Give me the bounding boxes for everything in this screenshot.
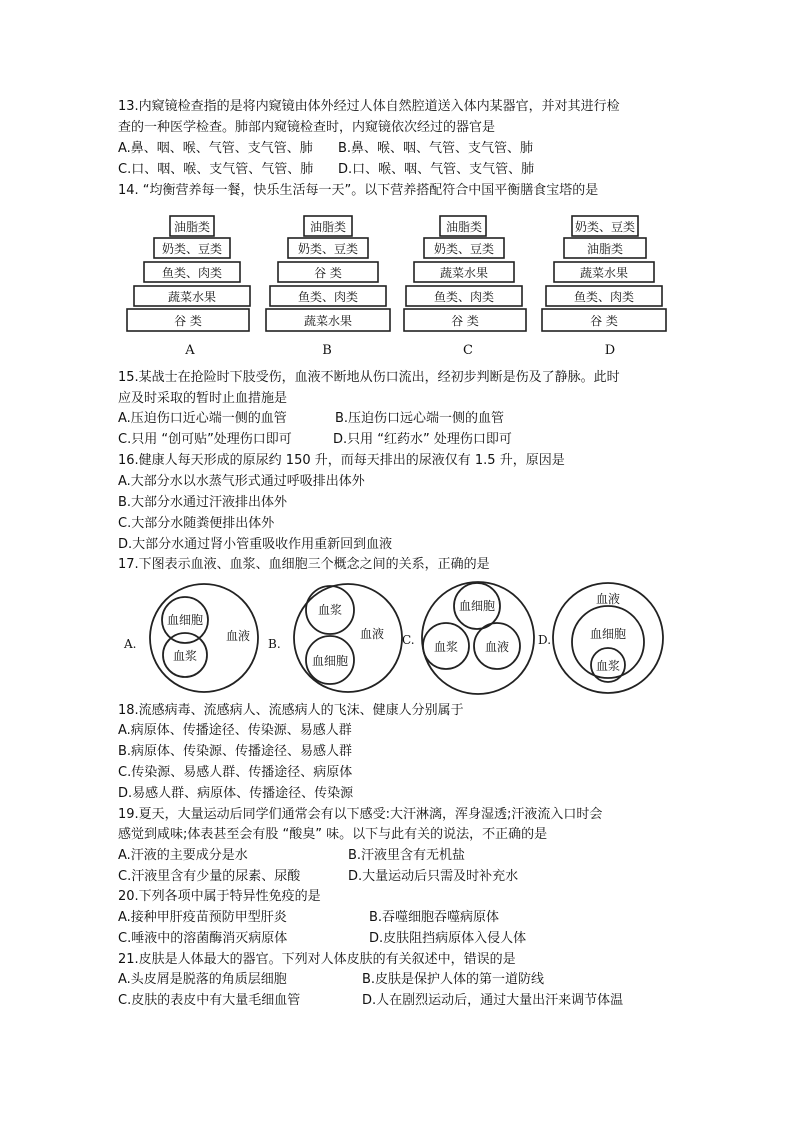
q14-a-layer-4: 蔬菜水果	[167, 290, 217, 304]
q14-b-layer-1: 油脂类	[309, 220, 347, 234]
q16-option-b: B.大部分水通过汗液排出体外	[118, 495, 288, 510]
q19-option-c: C.汗液里含有少量的尿素、尿酸	[118, 869, 301, 884]
q17-stem: 17.下图表示血液、血浆、血细胞三个概念之间的关系，正确的是	[118, 557, 490, 572]
q15-option-b: B.压迫伤口远心端一侧的血管	[335, 411, 505, 426]
q21-option-a: A.头皮屑是脱落的角质层细胞	[118, 972, 287, 987]
q17-label-d: D.	[538, 633, 552, 647]
q17-d-outer: 血液	[595, 592, 621, 606]
q17-b-outer: 血液	[359, 627, 385, 641]
q19-option-a: A.汗液的主要成分是水	[118, 848, 248, 863]
q14-a-layer-3: 鱼类、肉类	[161, 266, 223, 280]
q16-stem: 16.健康人每天形成的原尿约 150 升，而每天排出的尿液仅有 1.5 升，原因是	[118, 453, 565, 468]
q14-b-layer-5: 蔬菜水果	[303, 314, 353, 328]
q13-option-d: D.口、喉、咽、气管、支气管、肺	[338, 162, 535, 177]
q15-option-d: D.只用 “红药水” 处理伤口即可	[333, 432, 512, 447]
q17-a-inner-1: 血细胞	[166, 613, 204, 627]
q18-stem: 18.流感病毒、流感病人、流感病人的飞沫、健康人分别属于	[118, 703, 464, 718]
q17-d-middle: 血细胞	[589, 627, 627, 641]
q17-circles-figure	[118, 580, 678, 698]
q15-option-c: C.只用 “创可贴”处理伤口即可	[118, 432, 292, 447]
q17-d-innermost: 血浆	[595, 659, 621, 673]
q15-option-a: A.压迫伤口近心端一侧的血管	[118, 411, 287, 426]
q14-c-layer-4: 鱼类、肉类	[433, 290, 495, 304]
q17-c-outer: 血细胞	[458, 599, 496, 613]
q18-option-a: A.病原体、传播途径、传染源、易感人群	[118, 723, 352, 738]
q13-option-b: B.鼻、喉、咽、气管、支气管、肺	[338, 141, 534, 156]
q20-option-b: B.吞噬细胞吞噬病原体	[369, 910, 500, 925]
q21-stem: 21.皮肤是人体最大的器官。下列对人体皮肤的有关叙述中，错误的是	[118, 952, 516, 967]
q13-stem-line1: 13.内窥镜检查指的是将内窥镜由体外经过人体自然腔道送入体内某器官，并对其进行检	[118, 99, 620, 114]
q14-b-layer-3: 谷 类	[314, 266, 342, 280]
q14-b-layer-4: 鱼类、肉类	[297, 290, 359, 304]
q14-a-layer-5: 谷 类	[174, 314, 202, 328]
q14-c-layer-1: 油脂类	[445, 220, 483, 234]
q18-option-d: D.易感人群、病原体、传播途径、传染源	[118, 786, 354, 801]
q16-option-c: C.大部分水随粪便排出体外	[118, 516, 275, 531]
q17-label-b: B.	[268, 637, 281, 651]
q14-label-c: C	[463, 343, 473, 358]
q19-option-d: D.大量运动后只需及时补充水	[348, 869, 519, 884]
q17-c-inner-2: 血液	[484, 640, 510, 654]
q16-option-a: A.大部分水以水蒸气形式通过呼吸排出体外	[118, 474, 365, 489]
q21-option-d: D.人在剧烈运动后，通过大量出汗来调节体温	[362, 993, 624, 1008]
q19-stem-line2: 感觉到咸味;体表甚至会有股 “酸臭” 味。以下与此有关的说法，不正确的是	[118, 827, 548, 842]
q20-option-a: A.接种甲肝疫苗预防甲型肝炎	[118, 910, 287, 925]
q17-c-inner-1: 血浆	[433, 640, 459, 654]
q20-option-d: D.皮肤阻挡病原体入侵人体	[369, 931, 527, 946]
q16-option-d: D.大部分水通过肾小管重吸收作用重新回到血液	[118, 537, 393, 552]
q14-a-layer-2: 奶类、豆类	[161, 242, 223, 256]
q15-stem-line2: 应及时采取的暂时止血措施是	[118, 391, 288, 406]
q15-stem-line1: 15.某战士在抢险时下肢受伤，血液不断地从伤口流出，经初步判断是伤及了静脉。此时	[118, 370, 620, 385]
q21-option-b: B.皮肤是保护人体的第一道防线	[362, 972, 545, 987]
q21-option-c: C.皮肤的表皮中有大量毛细血管	[118, 993, 301, 1008]
q14-d-layer-5: 谷 类	[590, 314, 618, 328]
q14-pyramids-figure	[118, 206, 678, 361]
q18-option-c: C.传染源、易感人群、传播途径、病原体	[118, 765, 353, 780]
q14-d-layer-4: 鱼类、肉类	[573, 290, 635, 304]
q20-option-c: C.唾液中的溶菌酶消灭病原体	[118, 931, 288, 946]
q14-label-d: D	[604, 343, 616, 358]
q17-b-inner-2: 血细胞	[311, 654, 349, 668]
q13-option-a: A.鼻、咽、喉、气管、支气管、肺	[118, 141, 313, 156]
q14-c-layer-5: 谷 类	[451, 314, 479, 328]
q14-label-b: B	[322, 343, 332, 358]
q18-option-b: B.病原体、传染源、传播途径、易感人群	[118, 744, 353, 759]
q17-a-inner-2: 血浆	[172, 649, 198, 663]
q19-stem-line1: 19.夏天，大量运动后同学们通常会有以下感受:大汗淋漓，浑身湿透;汗液流入口时会	[118, 807, 603, 822]
q20-stem: 20.下列各项中属于特异性免疫的是	[118, 889, 321, 904]
q14-d-layer-3: 蔬菜水果	[579, 266, 629, 280]
q14-d-layer-1: 奶类、豆类	[574, 220, 636, 234]
q14-stem: 14. “均衡营养每一餐，快乐生活每一天”。以下营养搭配符合中国平衡膳食宝塔的是	[118, 183, 599, 198]
q14-a-layer-1: 油脂类	[173, 220, 211, 234]
q13-stem-line2: 查的一种医学检查。肺部内窥镜检查时，内窥镜依次经过的器官是	[118, 120, 496, 135]
q14-c-layer-2: 奶类、豆类	[433, 242, 495, 256]
q19-option-b: B.汗液里含有无机盐	[348, 848, 466, 863]
q17-label-c: C.	[402, 633, 415, 647]
q17-label-a: A.	[124, 637, 137, 651]
q17-a-outer: 血液	[225, 629, 251, 643]
q14-label-a: A	[185, 343, 195, 358]
q14-d-layer-2: 油脂类	[586, 242, 624, 256]
q14-c-layer-3: 蔬菜水果	[439, 266, 489, 280]
q14-b-layer-2: 奶类、豆类	[297, 242, 359, 256]
q17-b-inner-1: 血浆	[317, 603, 343, 617]
q13-option-c: C.口、咽、喉、支气管、气管、肺	[118, 162, 314, 177]
